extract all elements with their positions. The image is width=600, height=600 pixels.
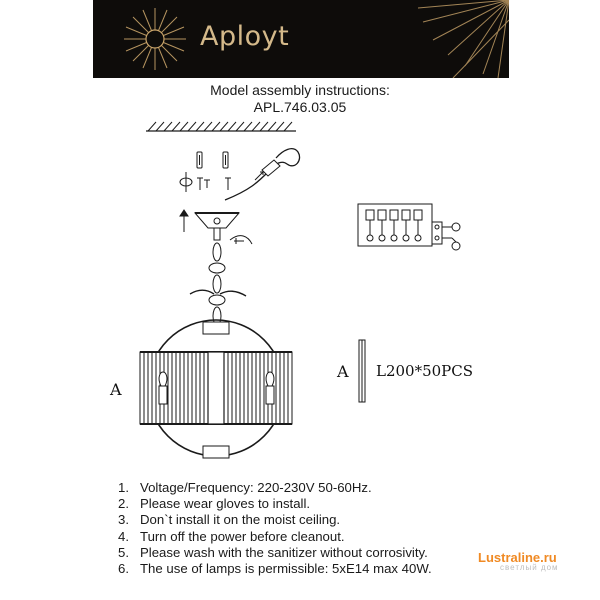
instructions-list (118, 480, 432, 577)
list-item: 1. Voltage/Frequency: 220-230V 50-60Hz. (118, 480, 372, 495)
list-item: 5. Please wash with the sanitizer without corrosivity. (118, 544, 428, 560)
canopy-stem (214, 228, 220, 240)
ceiling-canopy (195, 213, 239, 228)
bottom-bracket (203, 446, 229, 458)
page-title: Model assembly instructions: (210, 82, 390, 98)
top-bracket (203, 322, 229, 334)
part-label-side: A (337, 362, 349, 381)
watermark-sub: светлый дом (500, 563, 559, 572)
model-number: APL.746.03.05 (253, 99, 347, 115)
screw-icon (197, 178, 231, 190)
ceiling-hatch (146, 122, 296, 131)
watermark (478, 550, 598, 572)
part-spec: L200*50PCS (376, 362, 474, 380)
wall-anchor-icon (197, 152, 228, 168)
wire-connector-icon (262, 160, 280, 176)
list-item: 2. Please wear gloves to install. (118, 496, 311, 512)
watermark-main: Lustraline.ru (478, 550, 557, 565)
list-item: 3. Don`t install it on the moist ceiling. (118, 512, 341, 528)
suspension-chain (209, 243, 225, 325)
part-label-main: A (110, 380, 122, 399)
brand-name: Aployt (200, 21, 290, 52)
list-item: 4. Turn off the power before cleanout. (118, 528, 345, 544)
list-item: 6. The use of lamps is permissible: 5xE14 max 40W. (118, 561, 432, 577)
screw-arrow-icon (230, 236, 252, 244)
power-cable (225, 149, 300, 200)
wiring-diagram (358, 204, 460, 250)
